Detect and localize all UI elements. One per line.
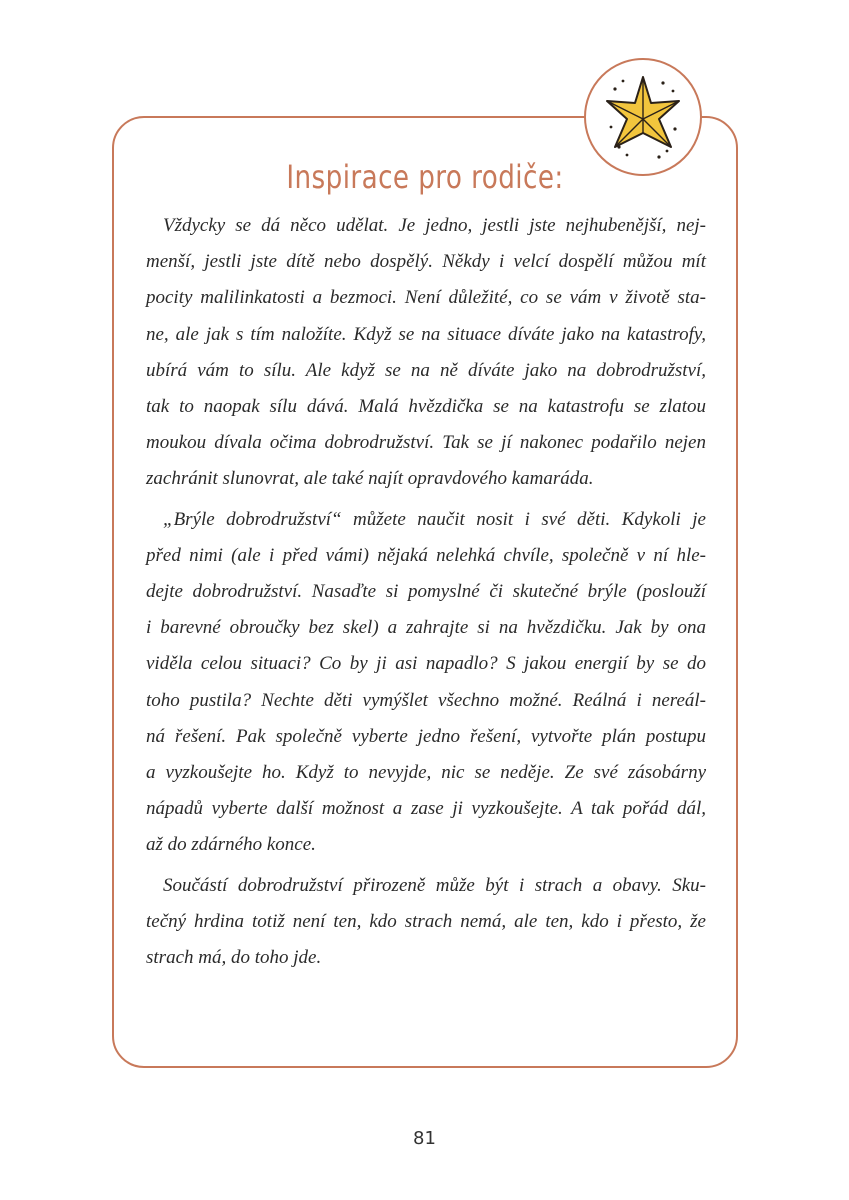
text-line: tečný hrdina totiž není ten, kdo strach nemá, ale ten, kdo i přesto, že xyxy=(146,910,706,932)
text-line: ne, ale jak s tím naložíte. Když se na situace díváte jako na katastrofy, xyxy=(146,323,706,345)
six-pointed-star-icon xyxy=(593,67,693,167)
text-line: Součástí dobrodružství přirozeně může být i strach a obavy. Sku- xyxy=(163,874,706,896)
text-line: i barevné obroučky bez skel) a zahrajte si na hvězdičku. Jak by ona xyxy=(146,617,706,639)
text-line: moukou dívala očima dobrodružství. Tak se jí nakonec podařilo nejen xyxy=(146,432,706,454)
text-line: ná řešení. Pak společně vyberte jedno řešení, vytvořte plán postupu xyxy=(146,725,706,747)
text-line: tak to naopak sílu dává. Malá hvězdička se na katastrofu se zlatou xyxy=(146,396,706,418)
text-line: až do zdárného konce. xyxy=(146,834,316,856)
body-text xyxy=(146,208,706,976)
text-line: a vyzkoušejte ho. Když to nevyjde, nic se neděje. Ze své zásobárny xyxy=(146,762,706,784)
page-number: 81 xyxy=(413,1128,436,1149)
text-line: Vždycky se dá něco udělat. Je jedno, jestli jste nejhubenější, nej- xyxy=(163,215,706,236)
text-line: dejte dobrodružství. Nasaďte si pomyslné či skutečné brýle (poslouží xyxy=(146,581,706,603)
text-line: ubírá vám to sílu. Ale když se na ně díváte jako na dobrodružství, xyxy=(146,359,706,381)
paragraph-3 xyxy=(146,868,706,977)
paragraph-1 xyxy=(146,208,706,498)
paragraph-2 xyxy=(146,502,706,864)
text-line: pocity malilinkatosti a bezmoci. Není důležité, co se vám v životě sta- xyxy=(146,287,706,309)
text-line: viděla celou situaci? Co by ji asi napadlo? S jakou energií by se do xyxy=(146,653,706,675)
text-line: nápadů vyberte další možnost a zase ji vyzkoušejte. A tak pořád dál, xyxy=(146,798,706,820)
text-line: menší, jestli jste dítě nebo dospělý. Někdy i velcí dospělí můžou mít xyxy=(146,251,706,273)
text-line: před nimi (ale i před vámi) nějaká nelehká chvíle, společně v ní hle- xyxy=(146,544,706,566)
text-line: zachránit slunovrat, ale také najít opravdového kamaráda. xyxy=(146,468,594,490)
text-line: strach má, do toho jde. xyxy=(146,947,322,969)
text-line: toho pustila? Nechte děti vymýšlet všechno možné. Reálná i nereál- xyxy=(146,689,706,711)
page-title: Inspirace pro rodiče: xyxy=(286,158,564,196)
text-line: „Brýle dobrodružství“ můžete naučit nosit i své děti. Kdykoli je xyxy=(163,508,706,530)
